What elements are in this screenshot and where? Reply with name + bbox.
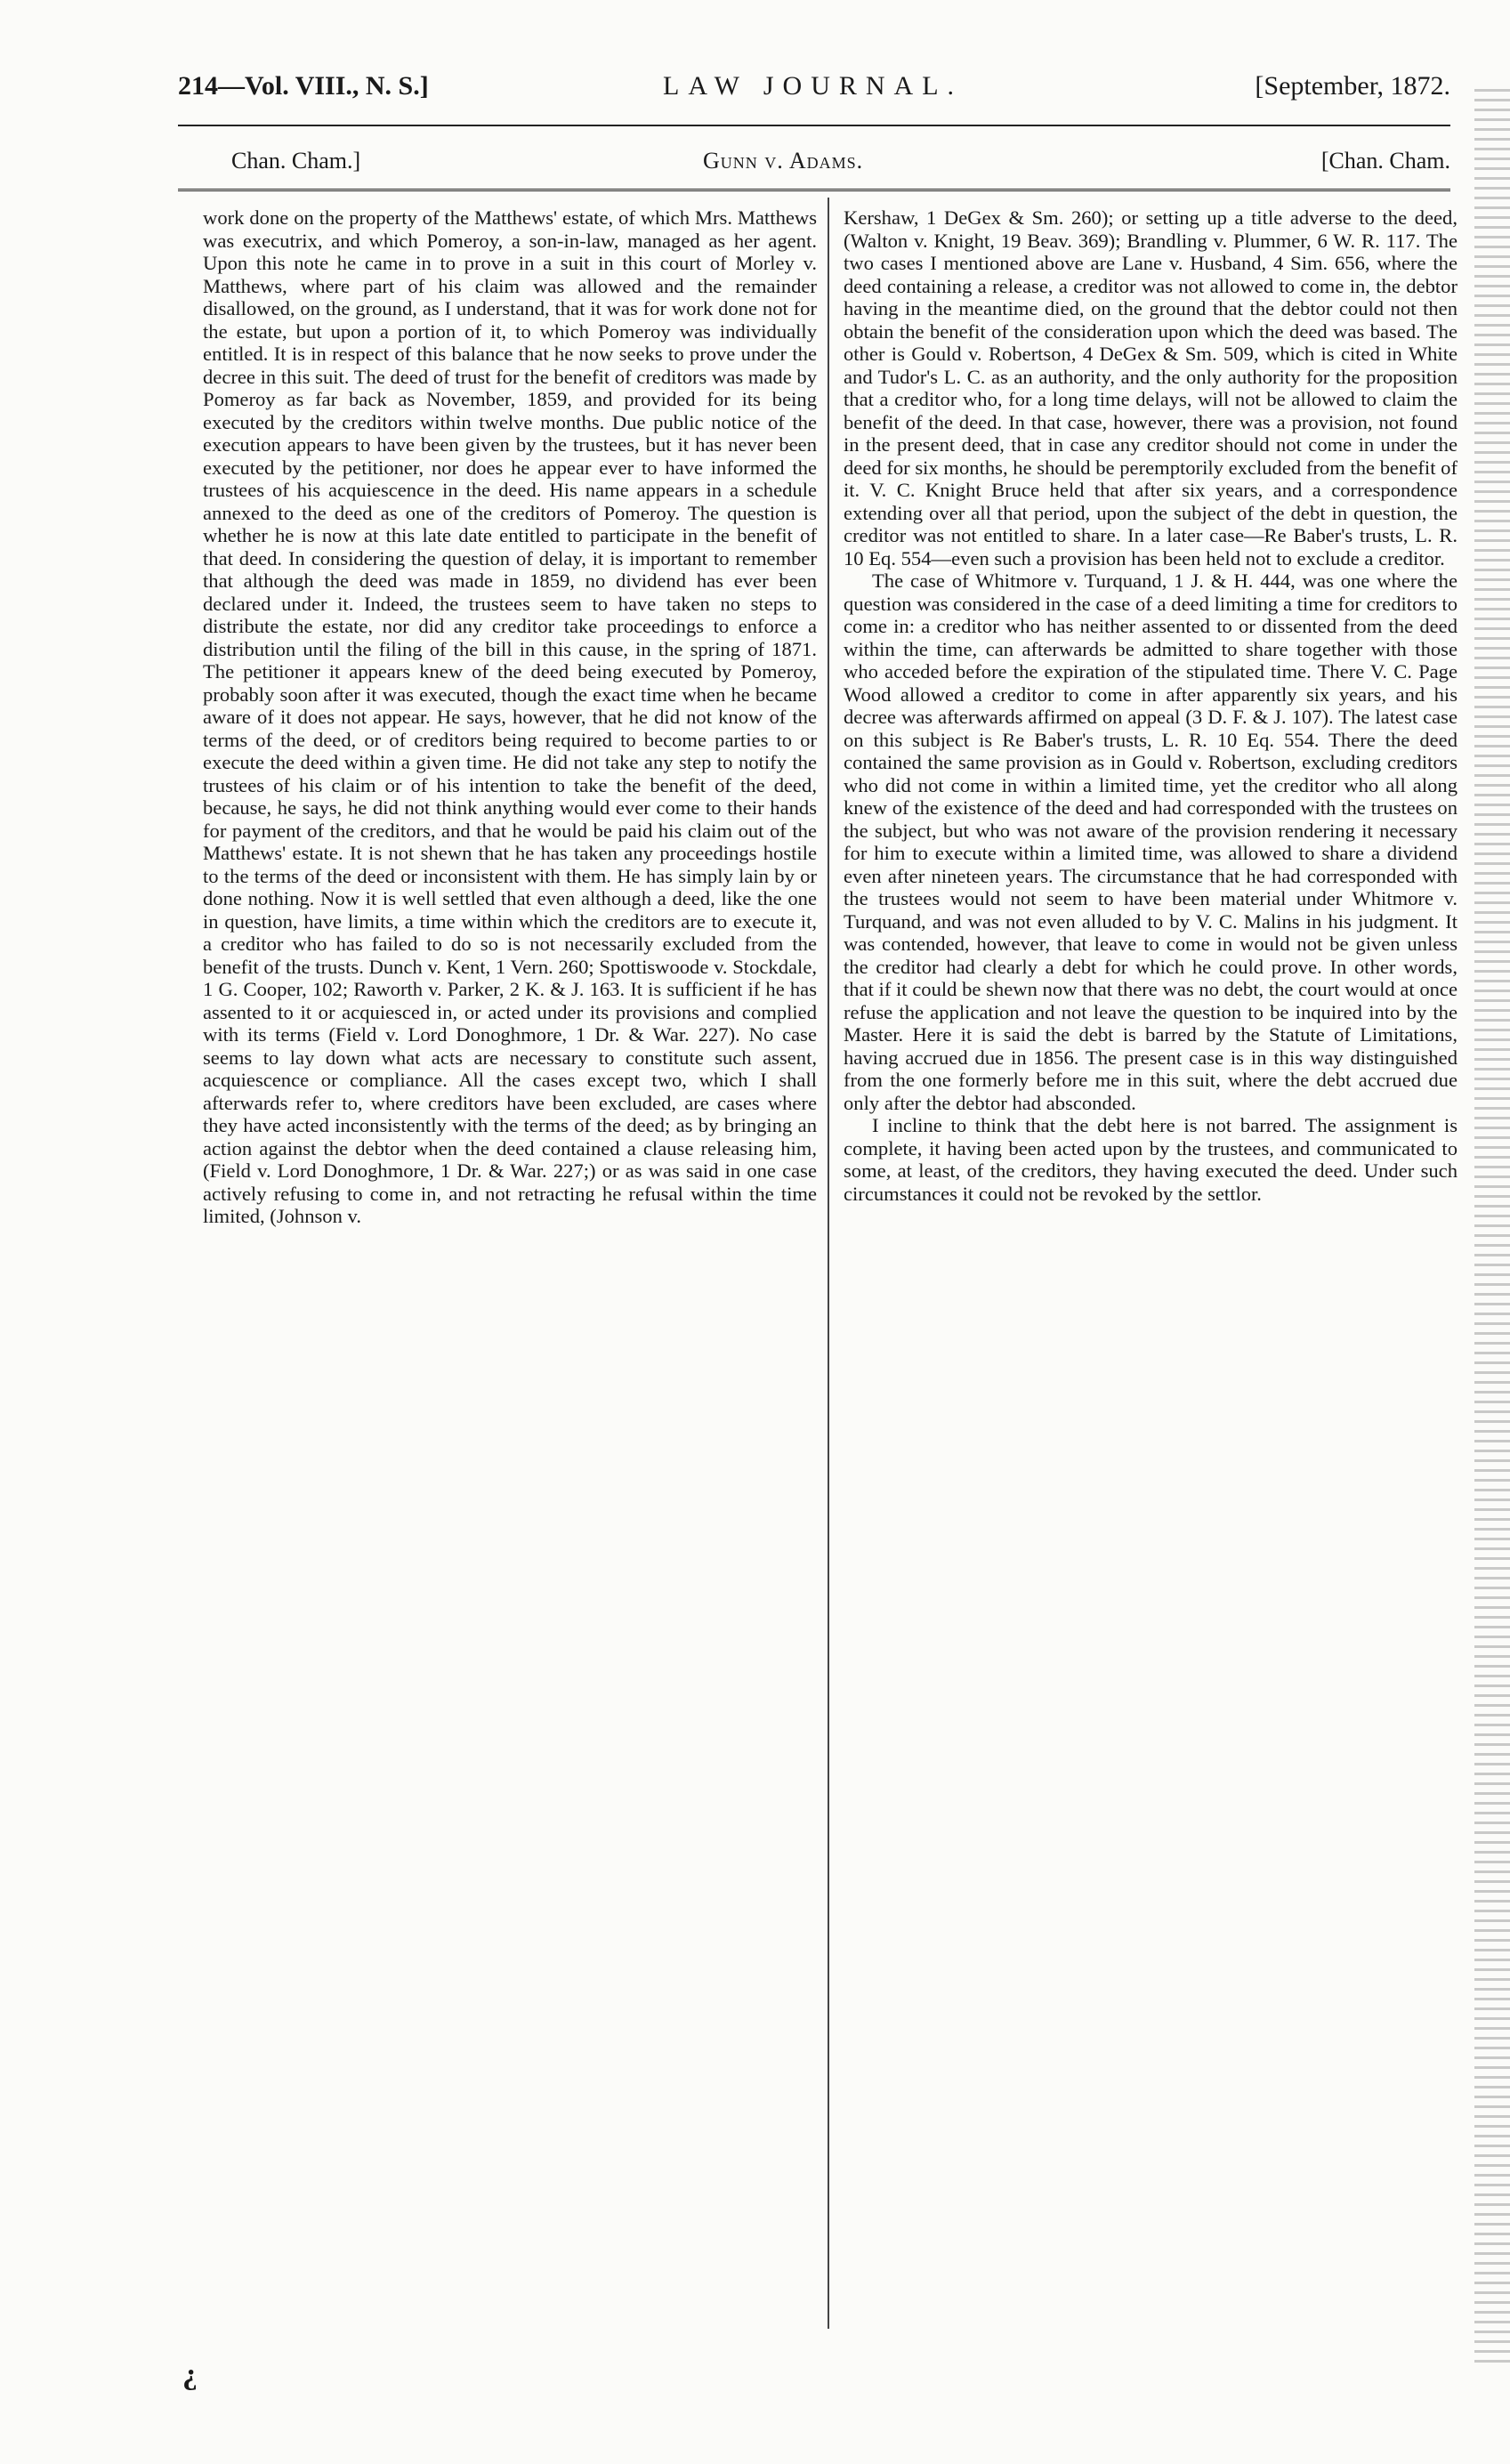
subheader-rule <box>178 189 1450 191</box>
subheader-case-name: Gunn v. Adams. <box>703 148 864 174</box>
column-divider <box>828 198 829 2329</box>
header-volume: 214—Vol. VIII., N. S.] <box>178 71 429 101</box>
page-binding-edge <box>1474 89 1510 2367</box>
running-header <box>178 71 1450 116</box>
header-date: [September, 1872. <box>1255 71 1450 101</box>
right-column <box>844 206 1458 1205</box>
subheader-court-left: Chan. Cham.] <box>231 148 361 174</box>
header-rule <box>178 125 1450 126</box>
right-paragraph-2: The case of Whitmore v. Turquand, 1 J. & H. 444, was one where the question was considered in the case of a deed limiting a time for creditors to come in: a creditor who has neither assented to or dissented from the deed within the time, can afterwards be admitted to share together with those who acceded before the expiration of the stipulated time. There V. C. Page Wood allowed a creditor to come in after apparently six years, and his decree was afterwards affirmed on appeal (3 D. F. & J. 107). The latest case on this subject is Re Baber's trusts, L. R. 10 Eq. 554. There the deed contained the same provision as in Gould v. Robertson, excluding creditors who did not come in within a limited time, yet the creditor who all along knew of the existence of the deed and had corresponded with the trustees on the subject, but who was not aware of the provision rendering it necessary for him to execute within a limited time, was allowed to share a dividend even after nineteen years. The circumstance that he had corresponded with the trustees would not seem to have been material under Whitmore v. Turquand, and was not even alluded to by V. C. Malins in his judgment. It was contended, however, that leave to come in would not be given unless the creditor had clearly a debt for which he could prove. In other words, that if it could be shewn now that there was no debt, the court would at once refuse the application and not leave the question to be inquired into by the Master. Here it is said the debt is barred by the Statute of Limitations, having accrued due in 1856. The present case is in this way distinguished from the one formerly before me in this suit, where the debt accrued due only after the debtor had absconded. <box>844 570 1458 1114</box>
left-column <box>203 206 817 1228</box>
subheader-court-right: [Chan. Cham. <box>1320 148 1450 174</box>
left-paragraph-1: work done on the property of the Matthews' estate, of which Mrs. Matthews was executrix, and which Pomeroy, a son-in-law, managed as her agent. Upon this note he came in to prove in a suit in this court of Morley v. Matthews, where part of his claim was allowed and the remainder disallowed, on the ground, as I understand, that it was for work done not for the estate, but upon a portion of it, to which Pomeroy was individually entitled. It is in respect of this balance that he now seeks to prove under the decree in this suit. The deed of trust for the benefit of creditors was made by Pomeroy as far back as November, 1859, and provided for its being executed by the creditors within twelve months. Due public notice of the execution appears to have been given by the trustees, but it has never been executed by the petitioner, nor does he appear ever to have informed the trustees of his acquiescence in the deed. His name appears in a schedule annexed to the deed as one of the creditors of Pomeroy. The question is whether he is now at this late date entitled to participate in the benefit of that deed. In considering the question of delay, it is important to remember that although the deed was made in 1859, no dividend has ever been declared under it. Indeed, the trustees seem to have taken no steps to distribute the estate, nor did any creditor take proceedings to enforce a distribution until the filing of the bill in this cause, in the spring of 1871. The petitioner it appears knew of the deed being executed by Pomeroy, probably soon after it was executed, though the exact time when he became aware of it does not appear. He says, however, that he did not know of the terms of the deed, or of creditors being required to become parties to or execute the deed within a given time. He did not take any step to notify the trustees of his claim or of his intention to take the benefit of the deed, because, he says, he did not think anything would ever come to their hands for payment of the creditors, and that he would be paid his claim out of the Matthews' estate. It is not shewn that he has taken any proceedings hostile to the terms of the deed or inconsistent with them. He has simply lain by or done nothing. Now it is well settled that even although a deed, like the one in question, have limits, a time within which the creditors are to execute it, a creditor who has failed to do so is not necessarily excluded from the benefit of the trusts. Dunch v. Kent, 1 Vern. 260; Spottiswoode v. Stockdale, 1 G. Cooper, 102; Raworth v. Parker, 2 K. & J. 163. It is sufficient if he has assented to it or acquiesced in, or acted under its provisions and complied with its terms (Field v. Lord Donoghmore, 1 Dr. & War. 227). No case seems to lay down what acts are necessary to constitute such assent, acquiescence or compliance. All the cases except two, which I shall afterwards refer to, where creditors have been excluded, are cases where they have acted inconsistently with the terms of the deed; as by bringing an action against the debtor when the deed contained a clause releasing him, (Field v. Lord Donoghmore, 1 Dr. & War. 227;) or as was said in one case actively refusing to come in, and not retracting he refusal within the time limited, (Johnson v. <box>203 206 817 1227</box>
right-paragraph-3: I incline to think that the debt here is not barred. The assignment is complete, it having been acted upon by the trustees, and communicated to some, at least, of the creditors, they having executed the deed. Under such circumstances it could not be revoked by the settlor. <box>844 1114 1458 1205</box>
page-footer-mark: ¿ <box>182 2358 198 2391</box>
case-subheader <box>178 148 1450 183</box>
right-paragraph-1: Kershaw, 1 DeGex & Sm. 260); or setting up a title adverse to the deed, (Walton v. Knight, 19 Beav. 369); Brandling v. Plummer, 6 W. R. 117. The two cases I mentioned above are Lane v. Husband, 4 Sim. 656, where the deed containing a release, a creditor was not allowed to come in, the debtor having in the meantime died, on the ground that the debtor could not then obtain the benefit of the consideration upon which the deed was based. The other is Gould v. Robertson, 4 DeGex & Sm. 509, which is cited in White and Tudor's L. C. as an authority, and the only authority for the proposition that a creditor who, for a long time delays, will not be allowed to claim the benefit of the deed. In that case, however, there was a provision, not found in the present deed, that in case any creditor should not come in under the deed for six months, he should be peremptorily excluded from the benefit of it. V. C. Knight Bruce held that after six years, and a correspondence extending over all that period, upon the subject of the debt in question, the creditor was not entitled to share. In a later case—Re Baber's trusts, L. R. 10 Eq. 554—even such a provision has been held not to exclude a creditor. <box>844 206 1458 570</box>
header-journal-title: LAW JOURNAL. <box>663 71 964 101</box>
